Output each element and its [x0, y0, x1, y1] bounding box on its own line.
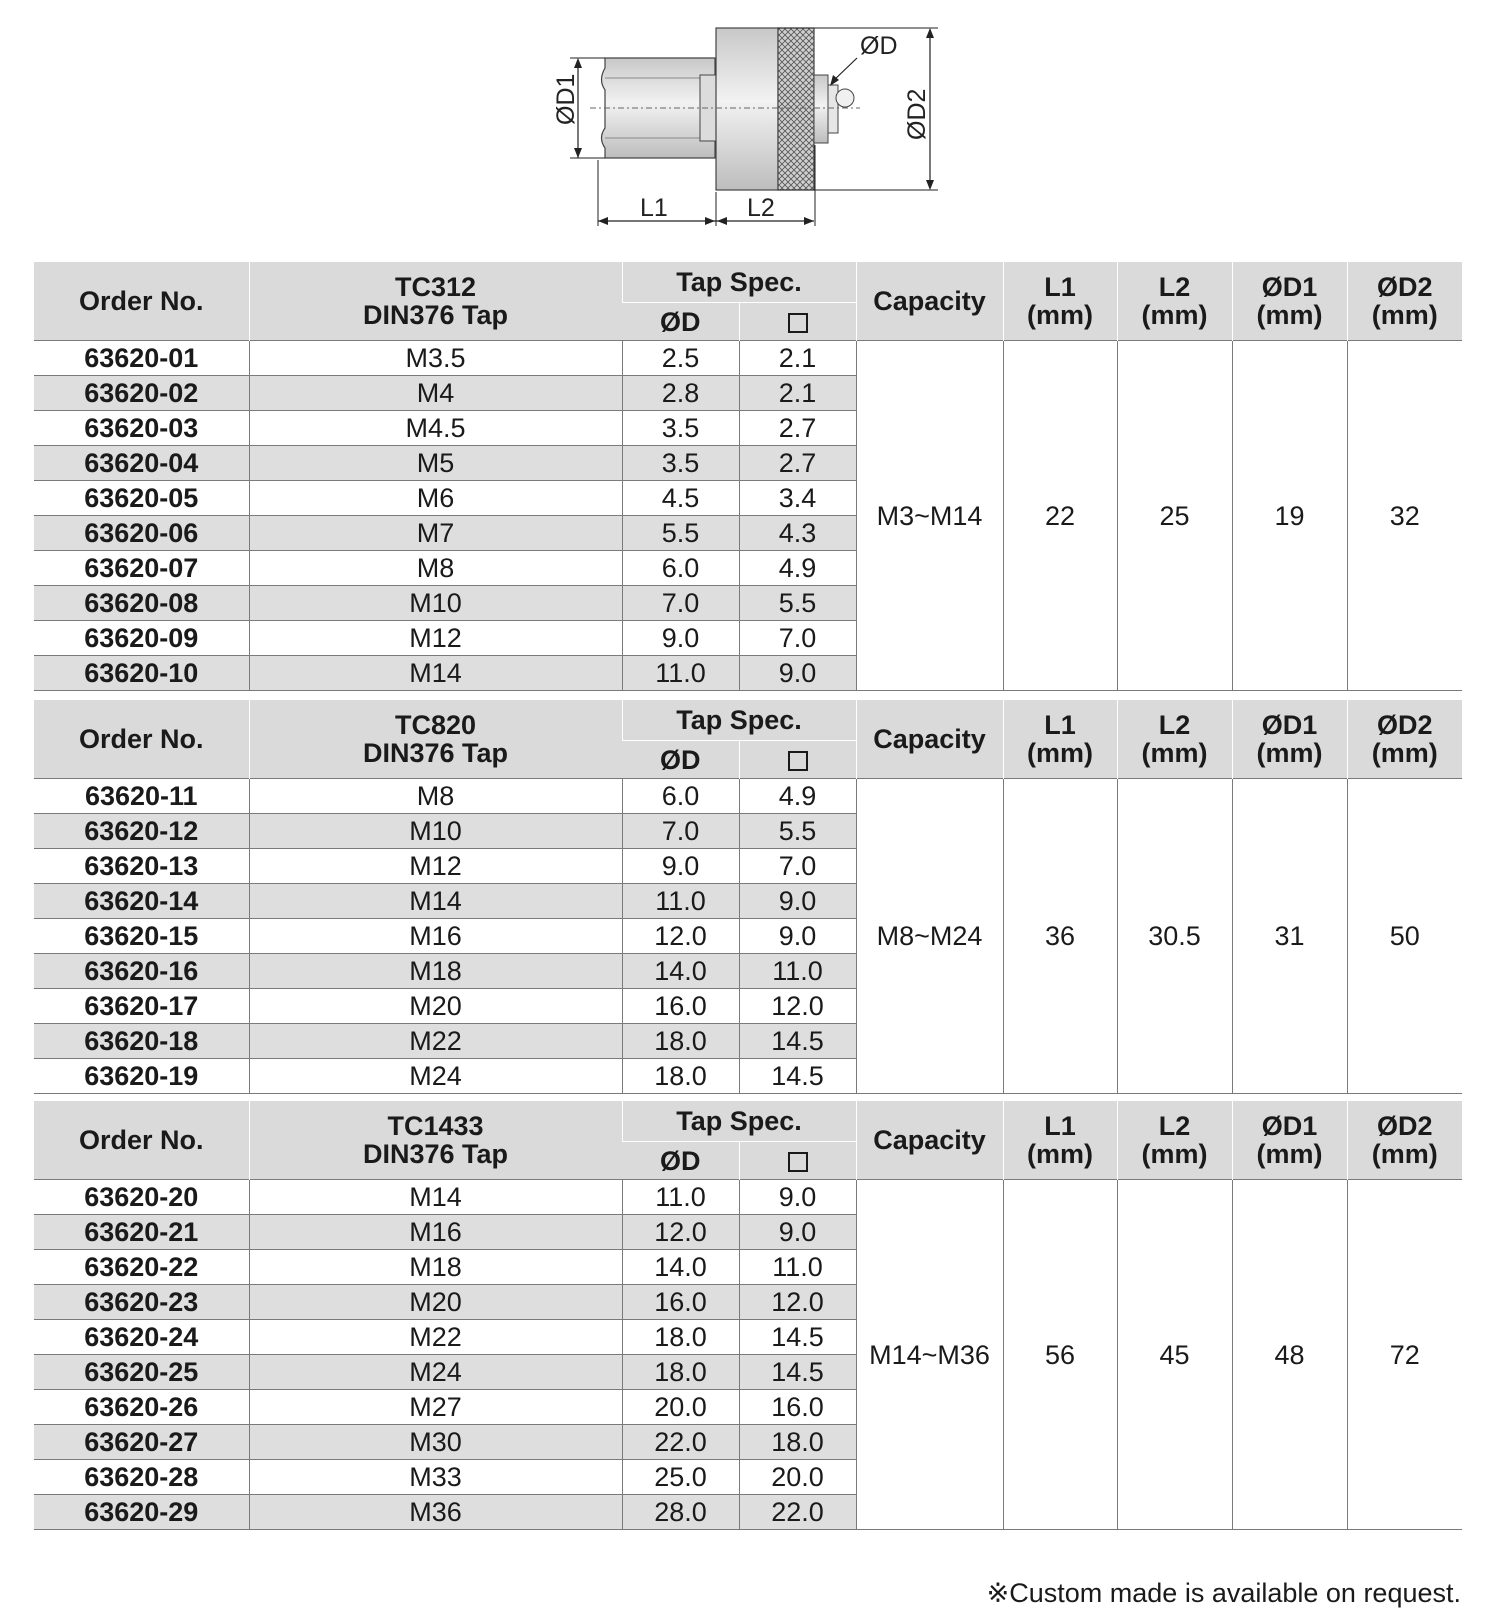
od-cell: 6.0: [622, 551, 739, 586]
tap-model: TC312: [394, 272, 477, 302]
tap-header: [249, 262, 622, 341]
order-no-cell: 63620-06: [34, 516, 249, 551]
order-no-cell: 63620-26: [34, 1390, 249, 1425]
spec-table-tc312: [34, 262, 1462, 691]
l1-header-label: L1: [1044, 710, 1076, 740]
od-cell: 20.0: [622, 1390, 739, 1425]
od-header: ØD: [622, 303, 739, 341]
unit-label: (mm): [1371, 1139, 1438, 1169]
capacity-header: Capacity: [856, 262, 1003, 341]
d1-cell: 31: [1232, 779, 1347, 1094]
square-cell: 22.0: [739, 1495, 856, 1530]
tap-size-cell: M30: [249, 1425, 622, 1460]
tap-size-cell: M14: [249, 656, 622, 691]
table-row: [34, 779, 1462, 814]
order-no-cell: 63620-29: [34, 1495, 249, 1530]
square-cell: 4.9: [739, 551, 856, 586]
square-cell: 20.0: [739, 1460, 856, 1495]
tap-standard: DIN376 Tap: [362, 1139, 509, 1169]
d2-cell: 50: [1347, 779, 1462, 1094]
square-cell: 3.4: [739, 481, 856, 516]
tap-size-cell: M24: [249, 1059, 622, 1094]
l1-label: L1: [640, 194, 668, 222]
order-no-cell: 63620-07: [34, 551, 249, 586]
table-body: [34, 341, 1462, 691]
tap-size-cell: M14: [249, 884, 622, 919]
l1-cell: 56: [1003, 1180, 1117, 1530]
square-cell: 14.5: [739, 1320, 856, 1355]
square-cell: 2.1: [739, 376, 856, 411]
square-cell: 12.0: [739, 989, 856, 1024]
spec-table-tc1433: [34, 1101, 1462, 1530]
order-no-cell: 63620-10: [34, 656, 249, 691]
tap-size-cell: M8: [249, 551, 622, 586]
od-cell: 18.0: [622, 1320, 739, 1355]
od-cell: 22.0: [622, 1425, 739, 1460]
order-no-cell: 63620-28: [34, 1460, 249, 1495]
square-cell: 18.0: [739, 1425, 856, 1460]
od-cell: 7.0: [622, 814, 739, 849]
capacity-cell: M8~M24: [856, 779, 1003, 1094]
d2-header: [1347, 700, 1462, 779]
tap-size-cell: M18: [249, 1250, 622, 1285]
table-body: [34, 1180, 1462, 1530]
od-cell: 3.5: [622, 446, 739, 481]
d1-cell: 48: [1232, 1180, 1347, 1530]
unit-label: (mm): [1027, 1139, 1094, 1169]
square-header: [739, 741, 856, 779]
od-header: ØD: [622, 1142, 739, 1180]
od-cell: 12.0: [622, 1215, 739, 1250]
tap-size-cell: M10: [249, 814, 622, 849]
tap-size-cell: M3.5: [249, 341, 622, 376]
d1-header: [1232, 1101, 1347, 1180]
order-no-cell: 63620-13: [34, 849, 249, 884]
d2-cell: 72: [1347, 1180, 1462, 1530]
l1-header-label: L1: [1044, 1111, 1076, 1141]
tap-size-cell: M10: [249, 586, 622, 621]
order-no-header: Order No.: [34, 1101, 249, 1180]
tap-size-cell: M12: [249, 849, 622, 884]
od-cell: 16.0: [622, 1285, 739, 1320]
l1-cell: 22: [1003, 341, 1117, 691]
d1-header: [1232, 262, 1347, 341]
d1-header-label: ØD1: [1261, 710, 1318, 740]
body-shape: [716, 28, 778, 190]
d2-header: [1347, 1101, 1462, 1180]
square-icon: [788, 1152, 808, 1172]
capacity-header: Capacity: [856, 1101, 1003, 1180]
order-no-cell: 63620-08: [34, 586, 249, 621]
od-cell: 28.0: [622, 1495, 739, 1530]
square-cell: 14.5: [739, 1059, 856, 1094]
tap-model: TC1433: [387, 1111, 484, 1141]
l2-cell: 30.5: [1117, 779, 1232, 1094]
tap-size-cell: M6: [249, 481, 622, 516]
d1-cell: 19: [1232, 341, 1347, 691]
table-row: [34, 1180, 1462, 1215]
l2-header-label: L2: [1158, 710, 1191, 740]
d2-label: ØD2: [903, 88, 931, 140]
square-cell: 2.1: [739, 341, 856, 376]
tap-size-cell: M16: [249, 919, 622, 954]
square-cell: 14.5: [739, 1024, 856, 1059]
tap-size-cell: M33: [249, 1460, 622, 1495]
table-body: [34, 779, 1462, 1094]
tap-model: TC820: [394, 710, 477, 740]
square-cell: 5.5: [739, 586, 856, 621]
l1-header: [1003, 700, 1117, 779]
tap-size-cell: M14: [249, 1180, 622, 1215]
od-cell: 2.8: [622, 376, 739, 411]
order-no-cell: 63620-16: [34, 954, 249, 989]
l1-header: [1003, 1101, 1117, 1180]
order-no-cell: 63620-19: [34, 1059, 249, 1094]
order-no-cell: 63620-20: [34, 1180, 249, 1215]
d2-header-label: ØD2: [1377, 272, 1433, 302]
od-cell: 12.0: [622, 919, 739, 954]
order-no-header: Order No.: [34, 700, 249, 779]
order-no-cell: 63620-24: [34, 1320, 249, 1355]
capacity-header: Capacity: [856, 700, 1003, 779]
tap-header: [249, 700, 622, 779]
square-cell: 2.7: [739, 411, 856, 446]
od-cell: 7.0: [622, 586, 739, 621]
l2-header-label: L2: [1158, 1111, 1191, 1141]
tap-size-cell: M7: [249, 516, 622, 551]
tap-size-cell: M4.5: [249, 411, 622, 446]
unit-label: (mm): [1141, 1139, 1208, 1169]
l2-header: [1117, 1101, 1232, 1180]
l2-cell: 45: [1117, 1180, 1232, 1530]
custom-order-note: ※Custom made is available on request.: [986, 1578, 1461, 1608]
order-no-cell: 63620-03: [34, 411, 249, 446]
l2-label: L2: [747, 194, 775, 222]
square-cell: 11.0: [739, 954, 856, 989]
square-cell: 9.0: [739, 884, 856, 919]
od-cell: 9.0: [622, 849, 739, 884]
unit-label: (mm): [1256, 1139, 1323, 1169]
od-cell: 18.0: [622, 1059, 739, 1094]
od-cell: 4.5: [622, 481, 739, 516]
square-cell: 7.0: [739, 621, 856, 656]
od-cell: 14.0: [622, 954, 739, 989]
order-no-cell: 63620-22: [34, 1250, 249, 1285]
order-no-cell: 63620-18: [34, 1024, 249, 1059]
tap-size-cell: M36: [249, 1495, 622, 1530]
od-cell: 16.0: [622, 989, 739, 1024]
unit-label: (mm): [1027, 738, 1094, 768]
order-no-header: Order No.: [34, 262, 249, 341]
table-row: [34, 341, 1462, 376]
unit-label: (mm): [1141, 300, 1208, 330]
square-cell: 11.0: [739, 1250, 856, 1285]
d1-header-label: ØD1: [1261, 1111, 1318, 1141]
od-cell: 11.0: [622, 656, 739, 691]
tap-size-cell: M16: [249, 1215, 622, 1250]
tap-size-cell: M18: [249, 954, 622, 989]
d2-header-label: ØD2: [1377, 710, 1433, 740]
order-no-cell: 63620-21: [34, 1215, 249, 1250]
od-cell: 14.0: [622, 1250, 739, 1285]
tap-size-cell: M22: [249, 1320, 622, 1355]
d1-label: ØD1: [552, 73, 580, 125]
order-no-cell: 63620-12: [34, 814, 249, 849]
od-cell: 18.0: [622, 1024, 739, 1059]
order-no-cell: 63620-25: [34, 1355, 249, 1390]
tap-adapter-diagram: [552, 20, 980, 245]
order-no-cell: 63620-23: [34, 1285, 249, 1320]
l1-header-label: L1: [1044, 272, 1076, 302]
od-cell: 3.5: [622, 411, 739, 446]
tap-size-cell: M22: [249, 1024, 622, 1059]
od-cell: 5.5: [622, 516, 739, 551]
tap-size-cell: M24: [249, 1355, 622, 1390]
od-cell: 11.0: [622, 884, 739, 919]
d-label: ØD: [860, 32, 898, 60]
d2-header: [1347, 262, 1462, 341]
od-cell: 9.0: [622, 621, 739, 656]
l2-header-label: L2: [1158, 272, 1191, 302]
l2-header: [1117, 262, 1232, 341]
unit-label: (mm): [1027, 300, 1094, 330]
tap-spec-header: Tap Spec.: [622, 1101, 856, 1142]
tap-standard: DIN376 Tap: [362, 300, 509, 330]
order-no-cell: 63620-02: [34, 376, 249, 411]
square-cell: 9.0: [739, 656, 856, 691]
square-cell: 9.0: [739, 1180, 856, 1215]
l2-header: [1117, 700, 1232, 779]
square-cell: 4.3: [739, 516, 856, 551]
order-no-cell: 63620-11: [34, 779, 249, 814]
square-icon: [788, 313, 808, 333]
square-cell: 16.0: [739, 1390, 856, 1425]
square-cell: 9.0: [739, 919, 856, 954]
capacity-cell: M14~M36: [856, 1180, 1003, 1530]
square-icon: [788, 751, 808, 771]
d1-header-label: ØD1: [1261, 272, 1318, 302]
unit-label: (mm): [1256, 738, 1323, 768]
unit-label: (mm): [1256, 300, 1323, 330]
tap-size-cell: M8: [249, 779, 622, 814]
od-cell: 25.0: [622, 1460, 739, 1495]
square-cell: 14.5: [739, 1355, 856, 1390]
tap-size-cell: M12: [249, 621, 622, 656]
order-no-cell: 63620-04: [34, 446, 249, 481]
unit-label: (mm): [1371, 300, 1438, 330]
square-cell: 9.0: [739, 1215, 856, 1250]
l1-header: [1003, 262, 1117, 341]
tap-size-cell: M4: [249, 376, 622, 411]
l2-cell: 25: [1117, 341, 1232, 691]
square-cell: 2.7: [739, 446, 856, 481]
tap-size-cell: M20: [249, 1285, 622, 1320]
square-header: [739, 303, 856, 341]
order-no-cell: 63620-15: [34, 919, 249, 954]
tap-spec-header: Tap Spec.: [622, 262, 856, 303]
knurled-ring: [778, 28, 814, 190]
order-no-cell: 63620-01: [34, 341, 249, 376]
tap-spec-header: Tap Spec.: [622, 700, 856, 741]
od-cell: 18.0: [622, 1355, 739, 1390]
square-cell: 4.9: [739, 779, 856, 814]
tap-size-cell: M5: [249, 446, 622, 481]
order-no-cell: 63620-09: [34, 621, 249, 656]
spec-table-tc820: [34, 700, 1462, 1094]
od-cell: 11.0: [622, 1180, 739, 1215]
tap-standard: DIN376 Tap: [362, 738, 509, 768]
d1-header: [1232, 700, 1347, 779]
d2-cell: 32: [1347, 341, 1462, 691]
d2-header-label: ØD2: [1377, 1111, 1433, 1141]
l1-cell: 36: [1003, 779, 1117, 1094]
order-no-cell: 63620-17: [34, 989, 249, 1024]
order-no-cell: 63620-27: [34, 1425, 249, 1460]
tap-header: [249, 1101, 622, 1180]
square-cell: 7.0: [739, 849, 856, 884]
square-cell: 12.0: [739, 1285, 856, 1320]
unit-label: (mm): [1371, 738, 1438, 768]
tap-size-cell: M20: [249, 989, 622, 1024]
od-cell: 6.0: [622, 779, 739, 814]
tap-size-cell: M27: [249, 1390, 622, 1425]
order-no-cell: 63620-14: [34, 884, 249, 919]
od-cell: 2.5: [622, 341, 739, 376]
square-cell: 5.5: [739, 814, 856, 849]
unit-label: (mm): [1141, 738, 1208, 768]
order-no-cell: 63620-05: [34, 481, 249, 516]
capacity-cell: M3~M14: [856, 341, 1003, 691]
square-header: [739, 1142, 856, 1180]
od-header: ØD: [622, 741, 739, 779]
